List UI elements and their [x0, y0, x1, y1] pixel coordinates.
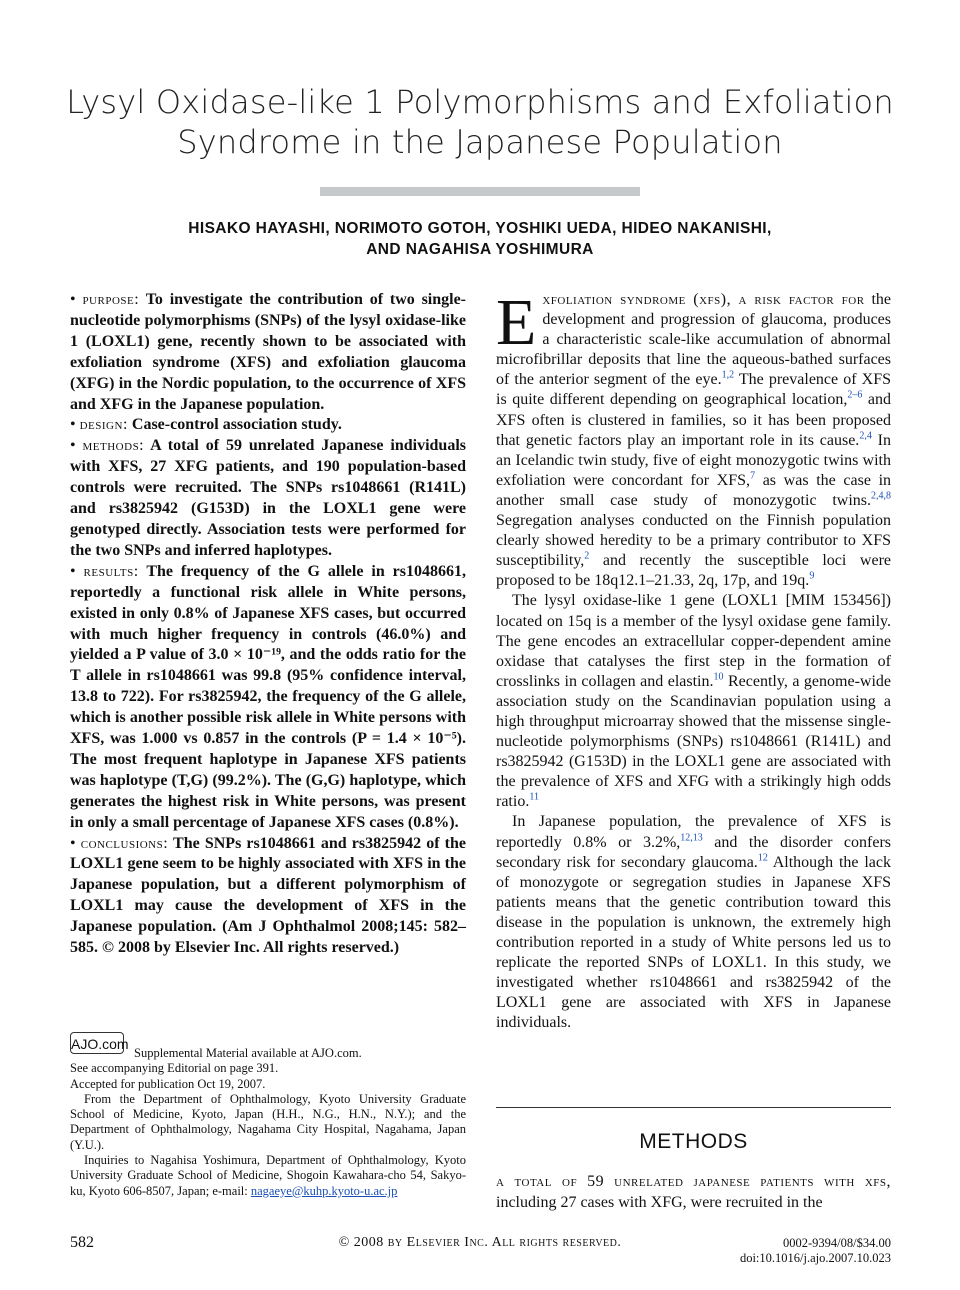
ref-link[interactable]: 2,4,8 [871, 490, 891, 502]
conclusions-label: conclusions: [80, 834, 169, 852]
ref-link[interactable]: 11 [529, 792, 539, 804]
accepted-note: Accepted for publication Oct 19, 2007. [70, 1076, 266, 1091]
authors-line-1: HISAKO HAYASHI, NORIMOTO GOTOH, YOSHIKI UEDA, HIDEO NAKANISHI, [188, 220, 772, 237]
title-line-1: Lysyl Oxidase-like 1 Polymorphisms and Exfoliation [66, 83, 894, 121]
doi: doi:10.1016/j.ajo.2007.10.023 [739, 1251, 891, 1265]
title-line-2: Syndrome in the Japanese Population [177, 123, 783, 161]
ref-link[interactable]: 10 [713, 671, 724, 683]
methods-body-text: including 27 cases with XFG, were recruited in the [496, 1193, 823, 1211]
inquiries-note: Inquiries to Nagahisa Yoshimura, Department of Ophthalmology, Kyoto University Graduate School of Medicine, Shogoin Kawahara-cho 54, Sakyo-ku, Kyoto 606-8507, Japan; e-mail: nagaeye@kuhp.kyoto-u.ac.jp [70, 1153, 466, 1198]
ref-link[interactable]: 2–6 [847, 390, 863, 402]
ref-link[interactable]: 12,13 [680, 832, 703, 844]
issn: 0002-9394/08/$34.00 [783, 1236, 891, 1250]
ref-link[interactable]: 9 [809, 570, 815, 582]
abstract [70, 290, 466, 959]
abstract-results: • results: The frequency of the G allele in rs1048661, reportedly a functional risk allele in White persons, existed in only 0.8% of Japanese XFS cases, but occurred with much higher frequency in controls (46.0%) and yielded a P value of 3.0 × 10⁻¹⁹, and the odds ratio for the T allele in rs1048661 was 99.8 (95% confidence interval, 13.8 to 722). For rs3825942, the frequency of the G allele, which is another possible risk allele in White persons with XFS, was 1.000 vs 0.857 in the controls (P = 1.4 × 10⁻⁵). The most frequent haplotype in Japanese XFS patients was haplotype (T,G) (99.2%). The (G,G) haplotype, which generates the highest risk in White persons, was present in only a small percentage of Japanese XFS cases (0.8%). [70, 562, 466, 831]
ref-link[interactable]: 2,4 [859, 430, 872, 442]
abstract-purpose: • purpose: To investigate the contribution of two single-nucleotide polymorphisms (SNPs) of the lysyl oxidase-like 1 (LOXL1) gene, recently shown to be associated with exfoliation syndrome (XFS) and exfoliation glaucoma (XFG) in the Nordic population, to the occurrence of XFS and XFG in the Japanese population. [70, 291, 467, 413]
authors-line-2: AND NAGAHISA YOSHIMURA [366, 241, 594, 258]
editorial-note: See accompanying Editorial on page 391. [70, 1061, 279, 1076]
affiliation-note: From the Department of Ophthalmology, Kyoto University Graduate School of Medicine, Kyoto, Japan (H.H., N.G., H.N., N.Y.); and the Department of Ophthalmology, Nagahama City Hospital, Nagahama, Japan (Y.U.). [70, 1091, 466, 1152]
article-title [60, 82, 900, 162]
methods-label: methods: [82, 437, 145, 455]
results-label: results: [83, 562, 139, 580]
conclusions-text: The SNPs rs1048661 and rs3825942 of the LOXL1 gene seem to be highly associated with XFS in the Japanese population, but a different polymorphism of LOXL1 may cause the development of XFS in the Japanese population. (Am J Ophthalmol 2008;145: 582–585. © 2008 by Elsevier Inc. All rights reserved.) [70, 834, 467, 957]
intro-paragraph-1: Exfoliation syndrome (xfs), a risk factor for the development and progression of glaucoma, produces a characteristic scale-like accumulation of abnormal microfibrillar deposits that line the aqueous-bathed surfaces of the anterior segment of the eye.$^{1,2}$ The prevalence of XFS is quite different depending on geographical location,$^{2-6}$ and XFS often is clustered in families, so it has been proposed that genetic factors play an important role in its cause.$^{2,4}$ In an Icelandic twin study, five of eight monozygotic twins with exfoliation were concordant for XFS,$^7$ as was the case in another small case study of monozygotic twins.$^{2,4,8}$ Segregation analyses conducted on the Finnish population clearly showed heredity to be a primary contributor to XFS susceptibility,$^2$ and recently the susceptible loci were proposed to be 18q12.1–21.33, 2q, 17p, and 19q.$^9$ [496, 286, 892, 590]
ref-link[interactable]: 12 [757, 852, 768, 864]
footnotes [70, 1046, 466, 1199]
methods-text: A total of 59 unrelated Japanese individuals with XFS, 27 XFG patients, and 190 population-based controls were recruited. The SNPs rs1048661 (R141L) and rs3825942 (G153D) in the LOXL1 gene were genotyped directly. Association tests were performed for the two SNPs and inferred haplotypes. [70, 437, 466, 559]
design-text: Case-control association study. [131, 416, 342, 434]
email-link[interactable]: nagaeye@kuhp.kyoto-u.ac.jp [250, 1183, 398, 1198]
supplemental-note: Supplemental Material available at AJO.com. [134, 1046, 362, 1060]
design-label: design: [79, 416, 128, 434]
methods-heading: METHODS [639, 1130, 748, 1153]
author-list [60, 218, 900, 260]
methods-smallcaps: a total of 59 unrelated japanese patients with xfs, [496, 1173, 891, 1190]
page-number: 582 [70, 1234, 94, 1251]
intro-column [496, 286, 892, 1033]
footer-copyright: © 2008 by Elsevier Inc. All rights reserved. [338, 1235, 622, 1250]
abstract-design: • design: Case-control association study. [70, 416, 342, 434]
title-divider-bar [320, 187, 640, 196]
methods-paragraph [496, 1172, 891, 1213]
abstract-conclusions: • conclusions: The SNPs rs1048661 and rs3825942 of the LOXL1 gene seem to be highly associated with XFS in the Japanese population, but a different polymorphism of LOXL1 may cause the development of XFS in the Japanese population. (Am J Ophthalmol 2008;145: 582–585. © 2008 by Elsevier Inc. All rights reserved.) [70, 834, 467, 957]
abstract-methods: • methods: A total of 59 unrelated Japanese individuals with XFS, 27 XFG patients, and 190 population-based controls were recruited. The SNPs rs1048661 (R141L) and rs3825942 (G153D) in the LOXL1 gene were genotyped directly. Association tests were performed for the two SNPs and inferred haplotypes. [70, 437, 466, 559]
ref-link[interactable]: 7 [750, 470, 756, 482]
intro-paragraph-3: In Japanese population, the prevalence of XFS is reportedly 0.8% or 3.2%,$^{12,13}$ and the disorder confers secondary risk for secondary glaucoma.$^{12}$ Although the lack of monozygote or segregation studies in Japanese XFS patients means that the genetic contribution toward this disease in the population is unknown, the extremely high contribution reported in a study of White persons led us to replicate the reported SNPs of LOXL1. In this study, we investigated whether rs1048661 and rs3825942 of the LOXL1 gene are associated with XFS in Japanese individuals. [496, 813, 891, 1032]
intro-paragraph-2: The lysyl oxidase-like 1 gene (LOXL1 [MIM 153456]) located on 15q is a member of the lysyl oxidase gene family. The gene encodes an extracellular copper-dependent amine oxidase that catalyses the first step in the formation of crosslinks in collagen and elastin.$^{10}$ Recently, a genome-wide association study on the Scandinavian population using a high throughput microarray showed that the missense single-nucleotide polymorphisms (SNPs) rs1048661 (R141L) and rs3825942 (G153D) in the LOXL1 gene are associated with the prevalence of XFS and XFG with a strikingly high odds ratio.$^{11}$ [496, 592, 891, 811]
ajo-logo[interactable]: AJO.com [70, 1032, 124, 1054]
ref-link[interactable]: 2 [584, 550, 590, 562]
section-rule [496, 1107, 891, 1108]
purpose-text: To investigate the contribution of two single-nucleotide polymorphisms (SNPs) of the lysyl oxidase-like 1 (LOXL1) gene, recently shown to be associated with exfoliation syndrome (XFS) and exfoliation glaucoma (XFG) in the Nordic population, to the occurrence of XFS and XFG in the Japanese population. [70, 291, 467, 413]
intro-smallcaps: xfoliation syndrome (xfs), a risk factor for [542, 291, 865, 308]
results-text: The frequency of the G allele in rs1048661, reportedly a functional risk allele in White persons, existed in only 0.8% of Japanese XFS cases, but occurred with much higher frequency in controls (46.0%) and yielded a P value of 3.0 × 10⁻¹⁹, and the odds ratio for the T allele in rs1048661 was 99.8 (95% confidence interval, 13.8 to 722). For rs3825942, the frequency of the G allele, which is another possible risk allele in White persons with XFS, was 1.000 vs 0.857 in the controls (P = 1.4 × 10⁻⁵). The most frequent haplotype in Japanese XFS patients was haplotype (T,G) (99.2%). The (G,G) haplotype, which generates the highest risk in White persons, was present in only a small percentage of Japanese XFS cases (0.8%). [70, 562, 466, 831]
purpose-label: purpose: [82, 291, 140, 308]
drop-cap: E [496, 286, 537, 359]
ref-link[interactable]: 1,2 [721, 370, 735, 382]
footer-identifiers [640, 1236, 891, 1266]
